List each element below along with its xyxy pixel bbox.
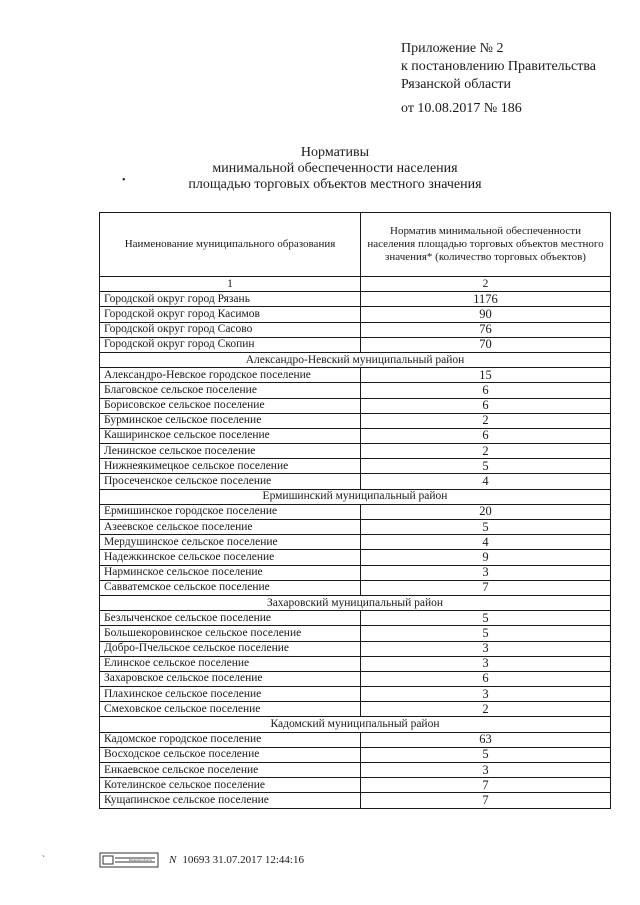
table-row bbox=[100, 565, 611, 580]
norm-value: 3 bbox=[361, 687, 611, 702]
norms-table bbox=[99, 212, 611, 809]
norm-value: 3 bbox=[361, 641, 611, 656]
title-line-2: минимальной обеспеченности населения bbox=[212, 161, 458, 176]
municipality-name: Надежкинское сельское поселение bbox=[100, 550, 361, 565]
norm-value: 6 bbox=[361, 428, 611, 443]
annex-header bbox=[401, 40, 596, 118]
municipality-name: Ермишинское городское поселение bbox=[100, 504, 361, 519]
norm-value: 70 bbox=[361, 337, 611, 352]
table-row bbox=[100, 747, 611, 762]
norm-value: 3 bbox=[361, 656, 611, 671]
municipality-name: Городской округ город Рязань bbox=[100, 292, 361, 307]
norm-value: 5 bbox=[361, 520, 611, 535]
norm-value: 5 bbox=[361, 626, 611, 641]
municipality-name: Нарминское сельское поселение bbox=[100, 565, 361, 580]
table-row bbox=[100, 671, 611, 686]
table-row bbox=[100, 504, 611, 519]
norm-value: 5 bbox=[361, 459, 611, 474]
annex-line-1: Приложение № 2 bbox=[401, 41, 504, 56]
norm-value: 6 bbox=[361, 383, 611, 398]
district-row bbox=[100, 595, 611, 610]
table-row bbox=[100, 459, 611, 474]
norm-value: 1176 bbox=[361, 292, 611, 307]
table-row bbox=[100, 474, 611, 489]
norm-value: 5 bbox=[361, 611, 611, 626]
norm-value: 90 bbox=[361, 307, 611, 322]
municipality-name: Большекоровинское сельское поселение bbox=[100, 626, 361, 641]
table-row bbox=[100, 702, 611, 717]
municipality-name: Енкаевское сельское поселение bbox=[100, 763, 361, 778]
norm-value: 2 bbox=[361, 413, 611, 428]
table-row bbox=[100, 626, 611, 641]
norm-value: 7 bbox=[361, 778, 611, 793]
municipality-name: Смеховское сельское поселение bbox=[100, 702, 361, 717]
municipality-name: Мердушинское сельское поселение bbox=[100, 535, 361, 550]
district-row bbox=[100, 717, 611, 732]
municipality-name: Котелинское сельское поселение bbox=[100, 778, 361, 793]
municipality-name: Добро-Пчельское сельское поселение bbox=[100, 641, 361, 656]
registration-footer bbox=[99, 852, 304, 868]
district-row bbox=[100, 352, 611, 367]
norm-value: 3 bbox=[361, 763, 611, 778]
column-number-1: 1 bbox=[100, 277, 361, 292]
table-row bbox=[100, 368, 611, 383]
municipality-name: Городской округ город Сасово bbox=[100, 322, 361, 337]
municipality-name: Кущапинское сельское поселение bbox=[100, 793, 361, 808]
municipality-name: Бурминское сельское поселение bbox=[100, 413, 361, 428]
annex-date: от 10.08.2017 № 186 bbox=[401, 101, 522, 116]
registration-number-sign: N bbox=[169, 854, 177, 866]
scan-mark: ˏ bbox=[42, 847, 45, 857]
district-row bbox=[100, 489, 611, 504]
district-name: Захаровский муниципальный район bbox=[100, 595, 611, 610]
municipality-name: Безлыченское сельское поселение bbox=[100, 611, 361, 626]
norm-value: 76 bbox=[361, 322, 611, 337]
table-row bbox=[100, 778, 611, 793]
table-row bbox=[100, 398, 611, 413]
document-title bbox=[130, 145, 540, 193]
scan-speck: • bbox=[122, 175, 126, 186]
title-line-1: Нормативы bbox=[300, 145, 370, 160]
table-header-row bbox=[100, 213, 611, 277]
registration-text: 10693 31.07.2017 12:44:16 bbox=[182, 854, 304, 866]
municipality-name: Савватемское сельское поселение bbox=[100, 580, 361, 595]
norm-value: 63 bbox=[361, 732, 611, 747]
municipality-name: Захаровское сельское поселение bbox=[100, 671, 361, 686]
norm-value: 6 bbox=[361, 398, 611, 413]
table-row bbox=[100, 520, 611, 535]
table-row bbox=[100, 580, 611, 595]
norm-value: 15 bbox=[361, 368, 611, 383]
table-row bbox=[100, 322, 611, 337]
norm-value: 4 bbox=[361, 535, 611, 550]
column-number-2: 2 bbox=[361, 277, 611, 292]
header-col-1: Наименование муниципального образования bbox=[100, 213, 361, 277]
district-name: Кадомский муниципальный район bbox=[100, 717, 611, 732]
norm-value: 3 bbox=[361, 565, 611, 580]
municipality-name: Городской округ город Скопин bbox=[100, 337, 361, 352]
municipality-name: Кадомское городское поселение bbox=[100, 732, 361, 747]
norm-value: 4 bbox=[361, 474, 611, 489]
table-row bbox=[100, 611, 611, 626]
header-col-2: Норматив минимальной обеспеченности населения площадью торговых объектов местного значения* (количество торговых объектов) bbox=[361, 213, 611, 277]
table-row bbox=[100, 413, 611, 428]
municipality-name: Плахинское сельское поселение bbox=[100, 687, 361, 702]
annex-line-2: к постановлению Правительства bbox=[401, 59, 597, 74]
table-row bbox=[100, 732, 611, 747]
municipality-name: Городской округ город Касимов bbox=[100, 307, 361, 322]
table-row bbox=[100, 444, 611, 459]
table-row bbox=[100, 337, 611, 352]
municipality-name: Благовское сельское поселение bbox=[100, 383, 361, 398]
norm-value: 6 bbox=[361, 671, 611, 686]
table-row bbox=[100, 763, 611, 778]
table-row bbox=[100, 428, 611, 443]
norm-value: 7 bbox=[361, 793, 611, 808]
table-row bbox=[100, 307, 611, 322]
column-number-row bbox=[100, 277, 611, 292]
stamp-logo-icon bbox=[99, 852, 159, 868]
table-row bbox=[100, 687, 611, 702]
table-row bbox=[100, 292, 611, 307]
table-row bbox=[100, 383, 611, 398]
annex-line-3: Рязанской области bbox=[401, 77, 512, 92]
municipality-name: Каширинское сельское поселение bbox=[100, 428, 361, 443]
norm-value: 2 bbox=[361, 444, 611, 459]
norm-value: 2 bbox=[361, 702, 611, 717]
district-name: Александро-Невский муниципальный район bbox=[100, 352, 611, 367]
table-row bbox=[100, 793, 611, 808]
municipality-name: Просеченское сельское поселение bbox=[100, 474, 361, 489]
district-name: Ермишинский муниципальный район bbox=[100, 489, 611, 504]
municipality-name: Борисовское сельское поселение bbox=[100, 398, 361, 413]
stamp-text: Рязанская область bbox=[129, 858, 153, 862]
municipality-name: Азеевское сельское поселение bbox=[100, 520, 361, 535]
title-line-3: площадью торговых объектов местного значения bbox=[188, 177, 482, 192]
norm-value: 7 bbox=[361, 580, 611, 595]
norm-value: 9 bbox=[361, 550, 611, 565]
table-row bbox=[100, 641, 611, 656]
municipality-name: Александро-Невское городское поселение bbox=[100, 368, 361, 383]
norm-value: 5 bbox=[361, 747, 611, 762]
table-row bbox=[100, 535, 611, 550]
table-row bbox=[100, 656, 611, 671]
municipality-name: Нижнеякимецкое сельское поселение bbox=[100, 459, 361, 474]
norm-value: 20 bbox=[361, 504, 611, 519]
municipality-name: Ленинское сельское поселение bbox=[100, 444, 361, 459]
table-row bbox=[100, 550, 611, 565]
municipality-name: Восходское сельское поселение bbox=[100, 747, 361, 762]
municipality-name: Елинское сельское поселение bbox=[100, 656, 361, 671]
